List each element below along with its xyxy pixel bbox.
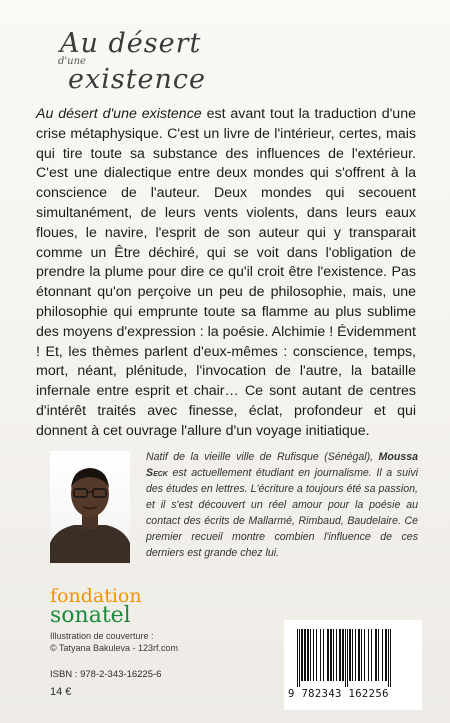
barcode-digits: 9 782343 162256 bbox=[288, 688, 389, 700]
price: 14 € bbox=[50, 686, 72, 698]
publisher-logo-line-2: sonatel bbox=[50, 603, 131, 628]
author-name: Moussa Seck bbox=[146, 451, 418, 479]
book-title bbox=[60, 28, 260, 98]
cover-credit bbox=[50, 631, 178, 654]
credit-line-2: © Tatyana Bakuleva - 123rf.com bbox=[50, 642, 179, 653]
author-bio bbox=[146, 449, 418, 561]
barcode bbox=[284, 620, 422, 710]
barcode-bars-icon bbox=[296, 629, 410, 687]
publisher-logo-line-1: fondation bbox=[50, 585, 142, 607]
synopsis-text bbox=[36, 105, 416, 442]
bio-intro: Natif de la vieille ville de Rufisque (Sénégal), bbox=[146, 451, 379, 463]
author-photo bbox=[50, 451, 130, 563]
isbn: ISBN : 978-2-343-16225-6 bbox=[50, 669, 162, 680]
title-line-2: d'une bbox=[58, 56, 86, 67]
synopsis-body: est avant tout la traduction d'une crise métaphysique. C'est un livre de l'intérieur, certes, mais qui tire toute sa substance des influences de l'extérieur. C'est une dialectique entre deux mondes qui s'offrent à la conscience de l'auteur. Deux mondes qui secouent simultanément, de leurs vents violents, dans leurs eaux floues, le navire, l'esprit de son auteur qui y transparait comme un Être déchiré, qui se voit dans l'obligation de prendre la plume pour dire ce qu'il croit être l'existence. Pas étonnant qu'on perçoive un peu de philosophie, mais, une philosophie qui emprunte toute sa flamme au plus sublime des moyens d'expression : la poésie. Alchimie ! Évidemment ! Et, les thèmes parlent d'eux-mêmes : conscience, temps, mort, néant, plénitude, l'invocation de l'autre, la bataille infernale entre esprit et chair… Ce sont autant de centres d'intérêt traités avec finesse, éclat, profondeur et qui donnent à cet ouvrage l'allure d'un voyage initiatique. bbox=[36, 106, 416, 439]
bio-rest: est actuellement étudiant en journalisme. Il a suivi des études en lettres. L'écriture a toujours été sa passion, et il s'est découvert un réel amour pour la poésie au contact des écrits de Mallarmé, Rimbaud, Baudelaire. Ce premier recueil montre combien l'influence de ces derniers est grande chez lui. bbox=[146, 467, 418, 559]
title-line-1: Au désert bbox=[60, 28, 202, 59]
title-line-3: existence bbox=[68, 64, 207, 95]
synopsis-lead-title: Au désert d'une existence bbox=[36, 106, 202, 122]
credit-line-1: Illustration de couverture : bbox=[50, 631, 154, 641]
author-portrait-icon bbox=[50, 451, 130, 563]
